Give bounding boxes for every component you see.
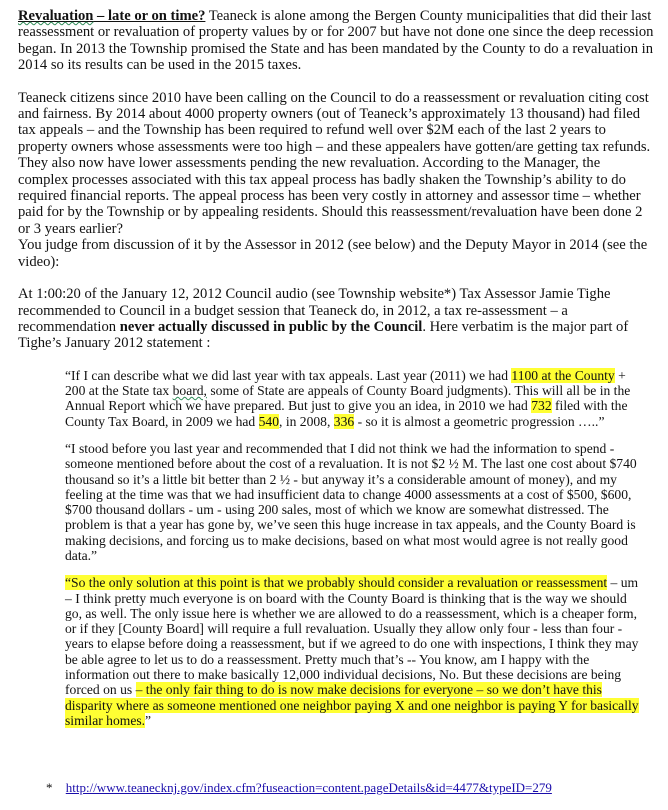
highlight-732: 732 [531, 398, 552, 414]
quote-only-solution [65, 575, 646, 728]
paragraph-assessor-intro [18, 286, 654, 352]
assessor-intro-end: . Here verbatim is the major part of Tighe’s January 2012 statement : [18, 318, 629, 352]
intro-body: Teaneck is alone among the Bergen County municipalities that did their last reassessment or revaluation of property values by or for 2007 but have not done one since the deep recession began. In 2013 the Township promised the State and has been mandated by the County to do a revaluation in 2014 so its results can be used in the 2015 taxes. [18, 8, 654, 74]
quote-insufficient-data: “I stood before you last year and recommended that I did not think we had the information to spend - someone mentioned before about the cost of a revaluation. It is not $2 ½ M. The last one cost about $740 thousand so it’s a little bit better than 2 ½ - but anyway it’s a considerable amount of money), and my feeling at the time was that we had insufficient data to change 4000 assessments at a cost of $500, $600, $700 thousand dollars - um - using 200 sales, most of which we know are somewhat distressed. The problem is that a year has gone by, we’ve seen this huge increase in tax appeals, and the County Board is making decisions, and forcing us to make decisions, based on what most would agree is not really good data.” [65, 440, 637, 563]
township-website-link[interactable]: http://www.teanecknj.gov/index.cfm?fuseaction=content.pageDetails&id=4477&typeID=279 [65, 780, 552, 795]
quote3-close: ” [145, 712, 152, 728]
highlight-only-fair-thing: – the only fair thing to do is now make decisions for everyone – so we don’t have this disparity where as someone mentioned one neighbor paying X and one neighbor is paying Y for basically similar homes. [65, 682, 639, 728]
quote1-text-d: filed with the County Tax Board, in 2009 we had [65, 398, 628, 429]
quote1-text-b: + 200 at the State tax [65, 367, 626, 399]
highlight-only-solution: “So the only solution at this point is that we probably should consider a revaluation or reassessment [65, 575, 608, 591]
paragraph-revaluation-intro [18, 8, 654, 74]
paragraph-citizens: Teaneck citizens since 2010 have been calling on the Council to do a reassessment or revaluation citing cost and fairness. By 2014 about 4000 property owners (out of Teaneck’s approximately 13 thousand) had filed tax appeals – and the Township has been required to refund well over $2M each of the last 2 years to property owners whose assessments were too high – and these appealers have gotten/are getting tax refunds. They also now have lower assessments pending the new revaluation. According to the Manager, the complex processes associated with this tax appeal process has badly shaken the Township’s ability to do required financial reports. The appeal process has been very costly in attorney and assessor time – whether paid for by the Township or by appealing residents. Should this reassessment/revaluation have been done 2 or 3 years earlier? [18, 89, 651, 237]
title-rest: – late or on time? [93, 8, 206, 24]
highlight-1100-county: 1100 at the County [511, 367, 615, 383]
document-page [18, 8, 654, 740]
highlight-540: 540 [258, 413, 280, 429]
quote1-text-f: - so it is almost a geometric progression …..” [354, 413, 605, 429]
quote-tax-appeals [65, 368, 646, 429]
quote1-text-c: some of State are appeals of County Board judgments). This will all be in the Annual Report which we have prepared. But just to give you an idea, in 2010 we had [65, 383, 631, 414]
title-word-revaluation: Revaluation [18, 8, 94, 24]
bold-emphasis: never actually discussed in public by the Council [119, 318, 423, 335]
footnote [46, 780, 552, 795]
section-title [18, 8, 205, 24]
paragraph-you-judge: You judge from discussion of it by the Assessor in 2012 (see below) and the Deputy Mayor in 2014 (see the video): [18, 237, 648, 270]
footnote-asterisk: * [46, 780, 53, 795]
quote1-board-word: board, [172, 383, 207, 399]
highlight-336: 336 [333, 413, 355, 429]
quote1-text-a: “If I can describe what we did last year with tax appeals. Last year (2011) we had [65, 367, 512, 383]
quote3-text-a: – um – I think pretty much everyone is on board with the County Board is thinking that is the way we should go, as well. The only issue here is whether we are allowed to do a reassessment, which is a cheaper form, or if they [County Board] will require a full revaluation. Usually they allow only four - less than four - years to elapse before doing a reassessment, but if we agreed to do one with inspections, I think they may be able agree to let us to do a reassessment. Pretty much that’s -- You know, am I happy with the information out there to make basically 12,000 individual decisions, No. But these decisions are being forced on us [65, 575, 639, 698]
assessor-intro-text: At 1:00:20 of the January 12, 2012 Council audio (see Township website*) Tax Assessor Jamie Tighe recommended to Council in a budget session that Teaneck do, in 2012, a tax re-assessment – a recommendation [18, 286, 611, 335]
quote1-text-e: , in 2008, [279, 413, 334, 429]
